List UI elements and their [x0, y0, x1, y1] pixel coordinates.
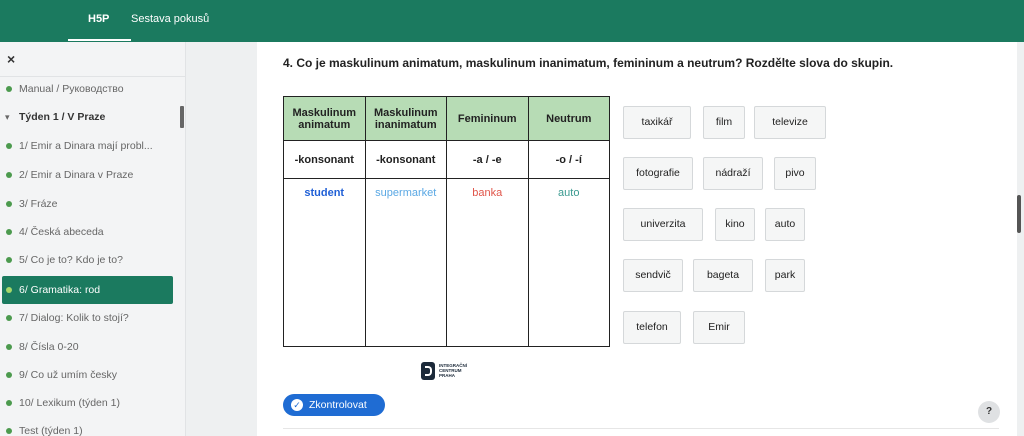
header-masc-inanimate: Maskulinum inanimatum: [365, 97, 447, 141]
sidebar-item-2[interactable]: [0, 162, 186, 188]
rule-feminine: -a / -e: [447, 141, 529, 179]
sidebar-item-3[interactable]: [0, 191, 186, 217]
status-dot-icon: [6, 344, 12, 350]
dropped-word[interactable]: student: [304, 187, 345, 199]
header-feminine: Femininum: [447, 97, 529, 141]
status-dot-icon: [6, 86, 12, 92]
sidebar-item-4[interactable]: [0, 219, 186, 245]
check-button-label: Zkontrolovat: [309, 399, 367, 411]
sidebar-item-label: 5/ Co je to? Kdo je to?: [19, 254, 123, 266]
sidebar-item-label: 10/ Lexikum (týden 1): [19, 397, 120, 409]
status-dot-icon: [6, 257, 12, 263]
sidebar-item-label: Týden 1 / V Praze: [19, 111, 106, 123]
top-bar: [0, 0, 1024, 42]
drop-table: [283, 96, 610, 347]
exercise-panel: [257, 42, 1017, 436]
status-dot-icon: [6, 428, 12, 434]
sidebar-item-10[interactable]: [0, 390, 186, 416]
sidebar-item-label: 3/ Fráze: [19, 198, 58, 210]
sidebar: [0, 42, 186, 436]
sidebar-item-label: Test (týden 1): [19, 425, 83, 436]
sidebar-item-label: 8/ Čísla 0-20: [19, 341, 79, 353]
page-scrollbar[interactable]: [1017, 195, 1021, 233]
sidebar-item-1[interactable]: [0, 133, 186, 159]
h5p-tab[interactable]: H5P: [88, 13, 110, 25]
sidebar-item-5[interactable]: [0, 247, 186, 273]
rule-neuter: -o / -í: [528, 141, 610, 179]
sidebar-item-label: Manual / Руководство: [19, 83, 124, 95]
sidebar-item-label: 9/ Co už umím česky: [19, 369, 118, 381]
status-dot-icon: [6, 201, 12, 207]
word-chip[interactable]: televize: [754, 106, 826, 139]
logo-line: CENTRUM: [439, 368, 462, 373]
rule-masc-inanimate: -konsonant: [365, 141, 447, 179]
sidebar-item-8[interactable]: [0, 334, 186, 360]
help-button[interactable]: ?: [978, 401, 1000, 423]
word-chip[interactable]: taxikář: [623, 106, 691, 139]
rule-masc-animate: -konsonant: [284, 141, 366, 179]
dropzone-neuter[interactable]: [528, 179, 610, 347]
check-icon: ✓: [291, 399, 303, 411]
dropzone-masc-inanimate[interactable]: [365, 179, 447, 347]
word-chip[interactable]: fotografie: [623, 157, 693, 190]
dropzone-masc-animate[interactable]: [284, 179, 366, 347]
dropped-word[interactable]: supermarket: [375, 187, 437, 199]
header-masc-animate: Maskulinum animatum: [284, 97, 366, 141]
close-icon[interactable]: ×: [7, 51, 16, 67]
word-chip[interactable]: bageta: [693, 259, 753, 292]
sidebar-item-label: 6/ Gramatika: rod: [19, 284, 101, 296]
sidebar-item-label: 2/ Emir a Dinara v Praze: [19, 169, 134, 181]
sidebar-item-label: 7/ Dialog: Kolik to stojí?: [19, 312, 129, 324]
word-chip[interactable]: kino: [715, 208, 755, 241]
logo-mark-icon: [421, 362, 435, 380]
word-chip[interactable]: auto: [765, 208, 805, 241]
sidebar-item-9[interactable]: [0, 362, 186, 388]
logo-line: INTEGRAČNÍ: [439, 363, 467, 368]
chevron-down-icon: ▾: [5, 112, 10, 122]
divider: [283, 428, 999, 429]
dropped-word[interactable]: banka: [472, 187, 503, 199]
word-chip[interactable]: park: [765, 259, 805, 292]
status-dot-icon: [6, 172, 12, 178]
word-chip[interactable]: sendvič: [623, 259, 683, 292]
logo-line: PRAHA: [439, 373, 456, 378]
check-button[interactable]: [283, 394, 385, 416]
sidebar-item-label: 4/ Česká abeceda: [19, 226, 104, 238]
header-neuter: Neutrum: [528, 97, 610, 141]
sidebar-item-test[interactable]: [0, 418, 186, 436]
status-dot-icon: [6, 315, 12, 321]
word-chip[interactable]: telefon: [623, 311, 681, 344]
integracni-centrum-logo: [421, 362, 477, 380]
sidebar-section-week1[interactable]: [0, 104, 186, 130]
dropzone-feminine[interactable]: [447, 179, 529, 347]
status-dot-icon: [6, 143, 12, 149]
logo-text: [439, 363, 467, 378]
word-chip[interactable]: film: [703, 106, 745, 139]
question-title: 4. Co je maskulinum animatum, maskulinum inanimatum, femininum a neutrum? Rozdělte slova do skupin.: [283, 56, 894, 70]
status-dot-icon: [6, 400, 12, 406]
suite-tab[interactable]: Sestava pokusů: [131, 13, 210, 25]
status-dot-icon: [6, 372, 12, 378]
sidebar-item-manual[interactable]: [0, 76, 186, 102]
word-chip[interactable]: nádraží: [703, 157, 763, 190]
sidebar-item-6-active[interactable]: [2, 276, 173, 304]
sidebar-item-7[interactable]: [0, 305, 186, 331]
sidebar-item-label: 1/ Emir a Dinara mají probl...: [19, 140, 153, 152]
status-dot-icon: [6, 229, 12, 235]
word-chip[interactable]: Emir: [693, 311, 745, 344]
word-chip[interactable]: pivo: [774, 157, 816, 190]
dropped-word[interactable]: auto: [558, 187, 580, 199]
status-dot-icon: [6, 287, 12, 293]
word-chip[interactable]: univerzita: [623, 208, 703, 241]
